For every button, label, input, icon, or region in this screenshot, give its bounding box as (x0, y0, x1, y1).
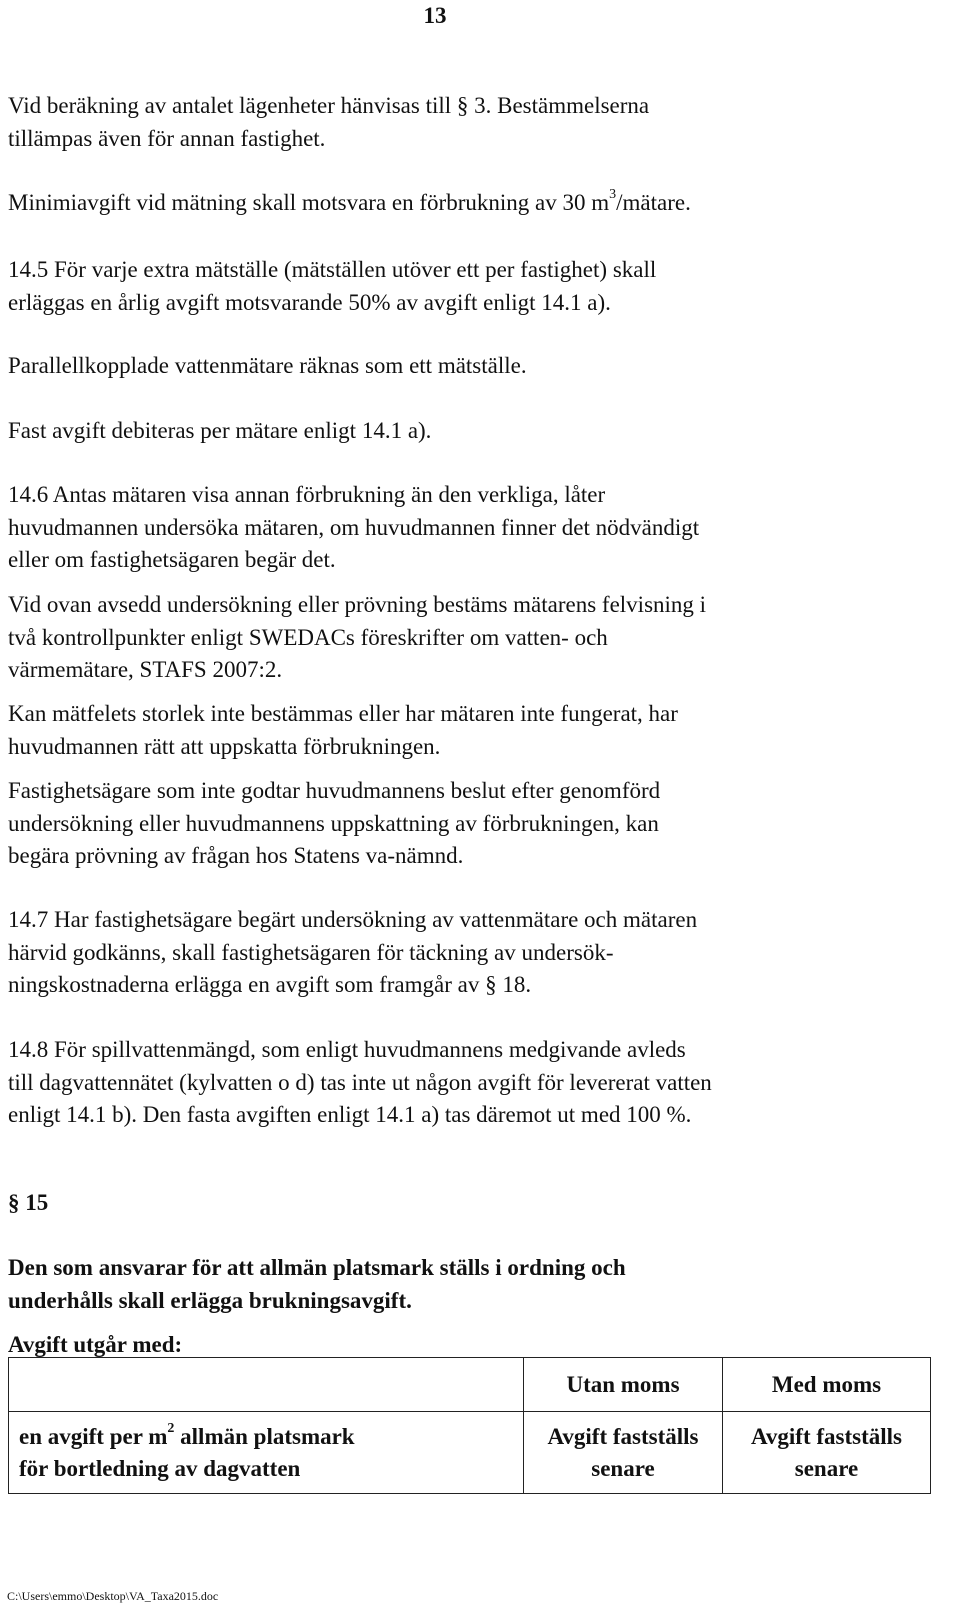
text-line: 14.7 Har fastighetsägare begärt undersökning av vattenmätare och mätaren (8, 907, 698, 932)
text-segment: /mätare. (616, 190, 691, 215)
text-line (8, 187, 908, 220)
text-line: Fastighetsägare som inte godtar huvudmannens beslut efter genomförd (8, 778, 661, 803)
table-header-row (9, 1358, 931, 1412)
paragraph-inspection (8, 589, 908, 687)
paragraph-minimum-fee (8, 187, 908, 220)
row-med-moms (723, 1412, 931, 1494)
text-segment: en avgift per m (19, 1423, 168, 1449)
paragraph-fixed-fee (8, 415, 908, 448)
footer-file-path: C:\Users\emmo\Desktop\VA_Taxa2015.doc (7, 1589, 219, 1603)
text-line: värmemätare, STAFS 2007:2. (8, 657, 283, 682)
paragraph-parallel-meters (8, 350, 908, 383)
text-segment: Avgift fastställs (547, 1423, 699, 1449)
text-segment: Avgift fastställs (751, 1423, 902, 1449)
paragraph-14-8 (8, 1034, 908, 1132)
text-line: ningskostnaderna erlägga en avgift som framgår av § 18. (8, 972, 532, 997)
text-line: eller om fastighetsägaren begär det. (8, 547, 336, 572)
header-cell-med-moms: Med moms (723, 1358, 931, 1412)
text-line: begära prövning av frågan hos Statens va-nämnd. (8, 843, 464, 868)
fee-table (8, 1357, 931, 1494)
text-line: Parallellkopplade vattenmätare räknas som ett mätställe. (8, 353, 527, 378)
text-line: tillämpas även för annan fastighet. (8, 125, 326, 151)
text-line: Vid beräkning av antalet lägenheter hänvisas till § 3. Bestämmelserna (8, 93, 650, 118)
text-line: härvid godkänns, skall fastighetsägaren för täckning av undersök- (8, 939, 614, 965)
text-line: Avgift utgår med: (8, 1332, 183, 1357)
paragraph-14-6 (8, 479, 908, 577)
text-line: 14.6 Antas mätaren visa annan förbrukning än den verkliga, låter (8, 482, 606, 507)
row-description (9, 1412, 524, 1494)
text-line: Fast avgift debiteras per mätare enligt 14.1 a). (8, 418, 432, 443)
text-line: Den som ansvarar för att allmän platsmark ställs i ordning och (8, 1255, 626, 1280)
text-line: huvudmannen rätt att uppskatta förbrukningen. (8, 733, 441, 759)
paragraph-14-7 (8, 904, 908, 1002)
text-segment: senare (591, 1455, 655, 1481)
row-utan-moms (524, 1412, 723, 1494)
text-line: erläggas en årlig avgift motsvarande 50% av avgift enligt 14.1 a). (8, 289, 611, 315)
text-line: Vid ovan avsedd undersökning eller prövning bestäms mätarens felvisning i (8, 592, 707, 617)
text-segment: senare (794, 1455, 859, 1481)
text-line: två kontrollpunkter enligt SWEDACs föreskrifter om vatten- och (8, 624, 608, 650)
superscript: 2 (167, 1420, 175, 1436)
text-segment: Minimiavgift vid mätning skall motsvara en förbrukning av 30 m (8, 190, 610, 215)
section-heading: § 15 (8, 1190, 49, 1215)
text-line: undersökning eller huvudmannens uppskattning av förbrukningen, kan (8, 810, 659, 836)
text-line: huvudmannen undersöka mätaren, om huvudmannen finner det nödvändigt (8, 514, 700, 540)
text-line: 14.8 För spillvattenmängd, som enligt huvudmannens medgivande avleds (8, 1037, 686, 1062)
text-line: till dagvattennätet (kylvatten o d) tas inte ut någon avgift för levererat vatten (8, 1069, 712, 1095)
text-line: 14.5 För varje extra mätställe (mätställen utöver ett per fastighet) skall (8, 257, 657, 282)
text-line: Kan mätfelets storlek inte bestämmas eller har mätaren inte fungerat, har (8, 701, 678, 726)
header-cell-description (9, 1358, 524, 1412)
superscript: 3 (609, 187, 617, 203)
text-segment: för bortledning av dagvatten (19, 1455, 301, 1481)
paragraph-14-5 (8, 254, 908, 319)
table-row (9, 1412, 931, 1494)
header-cell-utan-moms: Utan moms (524, 1358, 723, 1412)
paragraph-apartments (8, 90, 908, 155)
text-line: enligt 14.1 b). Den fasta avgiften enligt 14.1 a) tas däremot ut med 100 %. (8, 1102, 692, 1127)
section-intro (8, 1251, 908, 1317)
paragraph-appeal (8, 775, 908, 873)
text-line: underhålls skall erlägga brukningsavgift. (8, 1288, 412, 1313)
text-segment: allmän platsmark (174, 1423, 355, 1449)
page-number: 13 (423, 3, 447, 28)
paragraph-estimate (8, 698, 908, 763)
